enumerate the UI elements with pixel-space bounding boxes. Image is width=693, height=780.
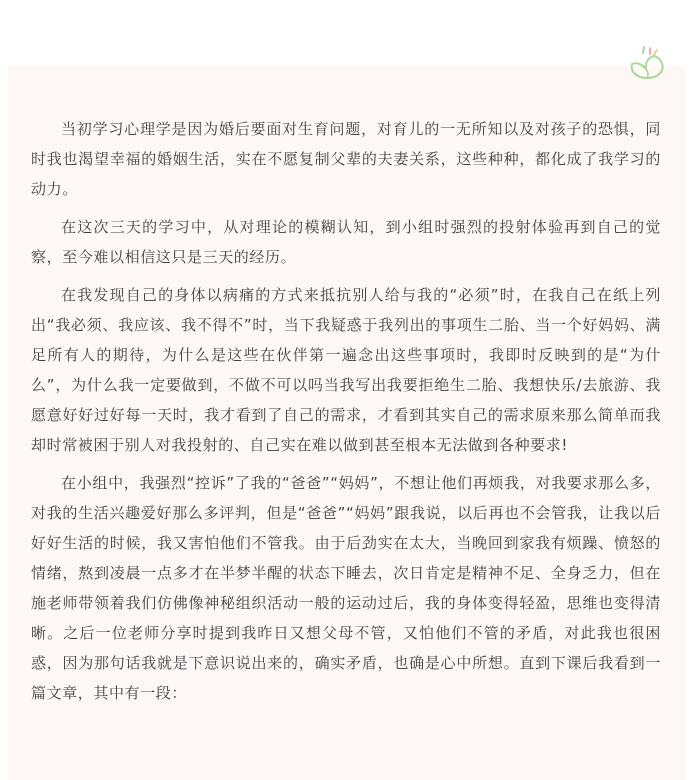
article-body <box>31 114 661 716</box>
paragraph: 在我发现自己的身体以病痛的方式来抵抗别人给与我的“必须”时，在我自己在纸上列出“我必须、我应该、我不得不”时，当下我疑惑于我列出的事项生二胎、当一个好妈妈、满足所有人的期待，为什么是这些在伙伴第一遍念出这些事项时，我即时反映到的是“为什么”，为什么我一定要做到，不做不可以吗当我写出我要拒绝生二胎、我想快乐/去旅游、我愿意好好过好每一天时，我才看到了自己的需求，才看到其实自己的需求原来那么简单而我却时常被困于别人对我投射的、自己实在难以做到甚至根本无法做到各种要求! <box>31 286 661 454</box>
paragraph: 当初学习心理学是因为婚后要面对生育问题，对育儿的一无所知以及对孩子的恐惧，同时我也渴望幸福的婚姻生活，实在不愿复制父辈的夫妻关系，这些种种，都化成了我学习的动力。 <box>31 120 661 198</box>
paragraph: 在小组中，我强烈“控诉”了我的“爸爸”“妈妈”，不想让他们再烦我，对我要求那么多，对我的生活兴趣爱好那么多评判，但是“爸爸”“妈妈”跟我说，以后再也不会管我，让我以后好好生活的时候，我又害怕他们不管我。由于后劲实在太大，当晚回到家我有烦躁、愤怒的情绪，熬到凌晨一点多才在半梦半醒的状态下睡去，次日肯定是精神不足、全身乏力，但在施老师带领着我们仿佛像神秘组织活动一般的运动过后，我的身体变得轻盈，思维也变得清晰。之后一位老师分享时提到我昨日又想父母不管，又怕他们不管的矛盾，对此我也很困惑，因为那句话我就是下意识说出来的，确实矛盾，也确是心中所想。直到下课后我看到一篇文章，其中有一段： <box>31 474 661 702</box>
sprout-leaf-icon <box>627 44 667 82</box>
top-whitespace <box>0 0 693 66</box>
paragraph: 在这次三天的学习中，从对理论的模糊认知，到小组时强烈的投射体验再到自己的觉察，至今难以相信这只是三天的经历。 <box>31 218 661 266</box>
